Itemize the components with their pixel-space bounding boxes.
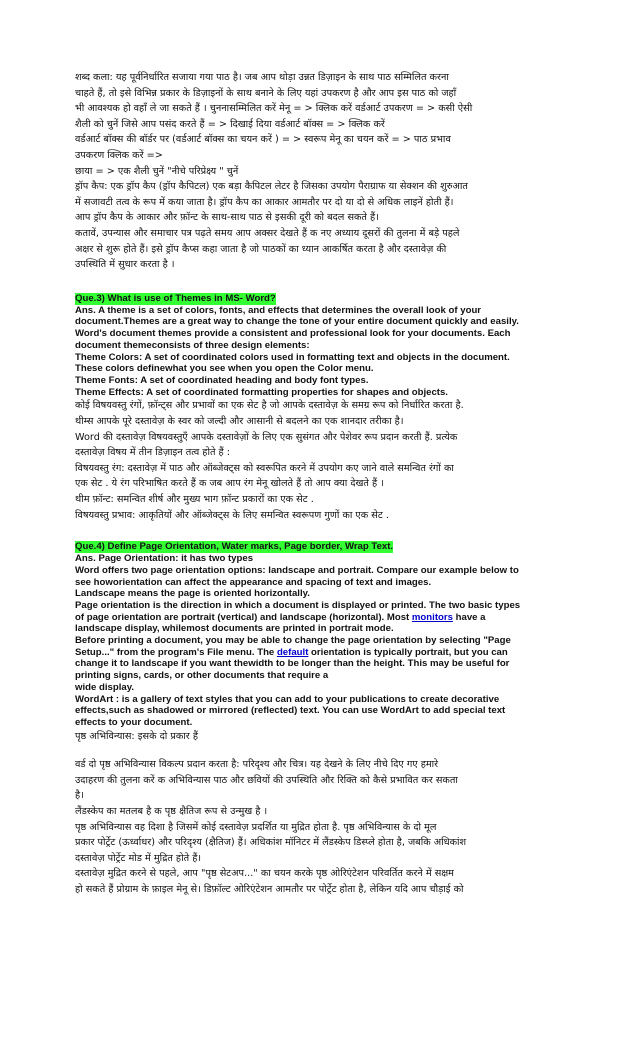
answer-line-hindi: दस्तावेज़ मुद्रित करने से पहले, आप "पृष्ठ सेटअप..." का चयन करके पृष्ठ ओरिएंटेशन परिवर्तित करने में सक्षम	[75, 868, 454, 880]
question-3-heading: Que.3) What is use of Themes in MS- Word?	[75, 292, 276, 304]
question-3-section	[75, 286, 565, 523]
paragraph-line: शैली को चुनें जिसे आप पसंद करते हैं = > दिखाई दिया वर्डआर्ट बॉक्स = > क्लिक करें	[75, 118, 385, 130]
answer-line: document.Themes are a great way to change the tone of your entire document quickly and easily.	[75, 316, 519, 328]
answer-line: wide display.	[75, 681, 135, 693]
answer-line: effects,such as shadowed or mirrored (reflected) text. You can use WordArt to add special text	[75, 705, 506, 717]
answer-line: Before printing a document, you may be able to change the page orientation by selecting "Page	[75, 635, 511, 647]
answer-line-hindi: दस्तावेज़ पोर्ट्रेट मोड में मुद्रित होते हैं।	[75, 852, 202, 864]
answer-line: WordArt : is a gallery of text styles that you can add to your publications to create decorative	[75, 693, 500, 705]
answer-line: see howorientation can affect the appearance and spacing of text and images.	[75, 576, 432, 588]
monitors-link[interactable]: monitors	[411, 611, 453, 623]
answer-line: Theme Colors: A set of coordinated colors used in formatting text and objects in the document.	[75, 351, 510, 363]
question-4-heading: Que.4) Define Page Orientation, Water marks, Page border, Wrap Text.	[75, 541, 394, 553]
answer-line-hindi: थीम्स आपके पूरे दस्तावेज़ के स्वर को जल्दी और आसानी से बदलने का एक शानदार तरीका है।	[75, 415, 404, 427]
question-4-section	[75, 534, 565, 897]
answer-line-hindi: लैंडस्केप का मतलब है क पृष्ठ क्षैतिज रूप से उन्मुख है ।	[75, 806, 268, 818]
answer-text: orientation is typically portrait, but you can	[308, 646, 508, 658]
answer-line-hindi: उदाहरण की तुलना करें क अभिविन्यास पाठ और छवियों की उपस्थिति और रिक्ति को कैसे प्रभावित कर सकता	[75, 774, 458, 786]
answer-line-hindi: हो सकते हैं प्रोग्राम के फ़ाइल मेनू से। डिफ़ॉल्ट ओरिएंटेशन आमतौर पर पोर्ट्रेट होता है, लेकिन यदि आप चौड़ाई को	[75, 883, 464, 895]
answer-line-hindi: थीम फ़ॉन्ट: समन्वित शीर्ष और मुख्य भाग फ़ॉन्ट प्रकारों का एक सेट .	[75, 493, 314, 505]
answer-line: These colors definewhat you see when you open the Color menu.	[75, 363, 374, 375]
paragraph-line: भी आवश्यक हो वहाँ ले जा सकते हैं । चुननासम्मिलित करें मेनू = > क्लिक करें वर्डआर्ट उपकरण = > कसी ऐसी	[75, 103, 473, 115]
answer-line: Ans. A theme is a set of colors, fonts, and effects that determines the overall look of your	[75, 304, 482, 316]
answer-text: Setup..." from the program's File menu. The	[75, 646, 275, 658]
answer-line: effects to your document.	[75, 716, 193, 728]
answer-line-hindi: विषयवस्तु रंग: दस्तावेज़ में पाठ और ऑब्जेक्ट्स को स्वरूपित करने में उपयोग कए जाने वाले समन्वित रंगों का	[75, 462, 454, 474]
default-link[interactable]: default	[276, 646, 309, 658]
answer-line	[75, 647, 565, 659]
answer-line: Word's document themes provide a consistent and professional look for your documents. Each	[75, 328, 511, 340]
answer-line: change it to landscape if you want thewidth to be longer than the height. This may be useful for	[75, 658, 510, 670]
answer-line: Ans. Page Orientation: it has two types	[75, 553, 254, 565]
paragraph-line: कतावें, उपन्यास और समाचार पत्र पढ़ते समय आप अक्सर देखते हैं क नए अध्याय दूसरों की तुलना में बड़े पहले	[75, 227, 460, 239]
paragraph-line: ड्रॉप कैप: एक ड्रॉप कैप (ड्रॉप कैपिटल) एक बड़ा कैपिटल लेटर है जिसका उपयोग पैराग्राफ या सेक्शन की शुरुआत	[75, 181, 468, 193]
answer-line-hindi: वर्ड दो पृष्ठ अभिविन्यास विकल्प प्रदान करता है: परिदृश्य और चित्र। यह देखने के लिए नीचे दिए गए हमारे	[75, 759, 439, 771]
answer-line-hindi: है।	[75, 790, 84, 802]
paragraph-line: उपकरण क्लिक करें =>	[75, 149, 163, 161]
answer-text: have a	[452, 611, 486, 623]
answer-line: Word offers two page orientation options: landscape and portrait. Compare our example below to	[75, 564, 519, 576]
answer-line: document themeconsists of three design elements:	[75, 339, 310, 351]
answer-line-hindi: दस्तावेज़ विषय में तीन डिज़ाइन तत्व होते हैं :	[75, 447, 231, 459]
answer-line: landscape display, whilemost documents are printed in portrait mode.	[75, 623, 394, 635]
wordart-dropcap-section	[75, 70, 565, 273]
answer-line-hindi: कोई विषयवस्तु रंगों, फ़ॉन्ट्स और प्रभावों का एक सेट है जो आपके दस्तावेज़ के समग्र रूप को निर्धारित करता है.	[75, 400, 464, 412]
answer-line: printing signs, cards, or other documents that require a	[75, 670, 329, 682]
answer-line: Landscape means the page is oriented horizontally.	[75, 588, 310, 600]
answer-text: of page orientation are portrait (vertical) and landscape (horizontal). Most	[75, 611, 410, 623]
answer-line-hindi: Word की दस्तावेज़ विषयवस्तुएँ आपके दस्तावेज़ों के लिए एक सुसंगत और पेशेवर रूप प्रदान करती हैं. प्रत्येक	[75, 431, 458, 443]
paragraph-line: आप ड्रॉप कैप के आकार और फ़ॉन्ट के साथ-साथ पाठ से इसकी दूरी को बदल सकते हैं।	[75, 212, 379, 224]
paragraph-line: शब्द कला: यह पूर्वनिर्धारित सजाया गया पाठ है। जब आप थोड़ा उन्नत डिज़ाइन के साथ पाठ सम्मिलित करना	[75, 72, 449, 83]
answer-line-hindi: एक सेट . ये रंग परिभाषित करते हैं क जब आप रंग मेनू खोलते हैं तो आप क्या देखते हैं ।	[75, 478, 384, 490]
paragraph-line: उपस्थिति में सुधार करता है ।	[75, 259, 175, 271]
answer-line-hindi: प्रकार पोर्ट्रेट (ऊर्ध्वाधर) और परिदृश्य (क्षैतिज) हैं। अधिकांश मॉनिटर में लैंडस्केप डिस्प्ले होता है, जबकि अधिकांश	[75, 837, 467, 849]
paragraph-line: छाया = > एक शैली चुनें "नीचे परिप्रेक्ष्य " चुनें	[75, 165, 239, 177]
paragraph-line: वर्डआर्ट बॉक्स की बॉर्डर पर (वर्डआर्ट बॉक्स का चयन करें ) = > स्वरूप मेनू का चयन करें = > पाठ प्रभाव	[75, 134, 451, 146]
paragraph-line: अक्षर से शुरू होते हैं। इसे ड्रॉप कैप्स कहा जाता है जो पाठकों का ध्यान आकर्षित करता है और दस्तावेज़ की	[75, 243, 447, 255]
paragraph-line: चाहते हैं, तो इसे विभिन्न प्रकार के डिज़ाइनों के साथ बनाने के लिए यहां उपकरण है और आप इस पाठ को जहाँ	[75, 87, 457, 99]
answer-line: Theme Fonts: A set of coordinated heading and body font types.	[75, 374, 369, 386]
answer-line-hindi: पृष्ठ अभिविन्यास वह दिशा है जिसमें कोई दस्तावेज़ प्रदर्शित या मुद्रित होता है. पृष्ठ अभिविन्यास के दो मूल	[75, 821, 437, 833]
answer-line	[75, 612, 565, 624]
document-body	[75, 70, 565, 898]
answer-line: Page orientation is the direction in which a document is displayed or printed. The two basic types	[75, 599, 521, 611]
answer-line-hindi: विषयवस्तु प्रभाव: आकृतियों और ऑब्जेक्ट्स के लिए समन्वित स्वरूपण गुणों का एक सेट .	[75, 509, 389, 521]
answer-line: Theme Effects: A set of coordinated formatting properties for shapes and objects.	[75, 386, 448, 398]
paragraph-line: में सजावटी तत्व के रूप में कया जाता है। ड्रॉप कैप का आकार आमतौर पर दो या दो से अधिक लाइनें होती हैं।	[75, 196, 454, 208]
answer-line-hindi: पृष्ठ अभिविन्यास: इसके दो प्रकार हैं	[75, 730, 198, 742]
